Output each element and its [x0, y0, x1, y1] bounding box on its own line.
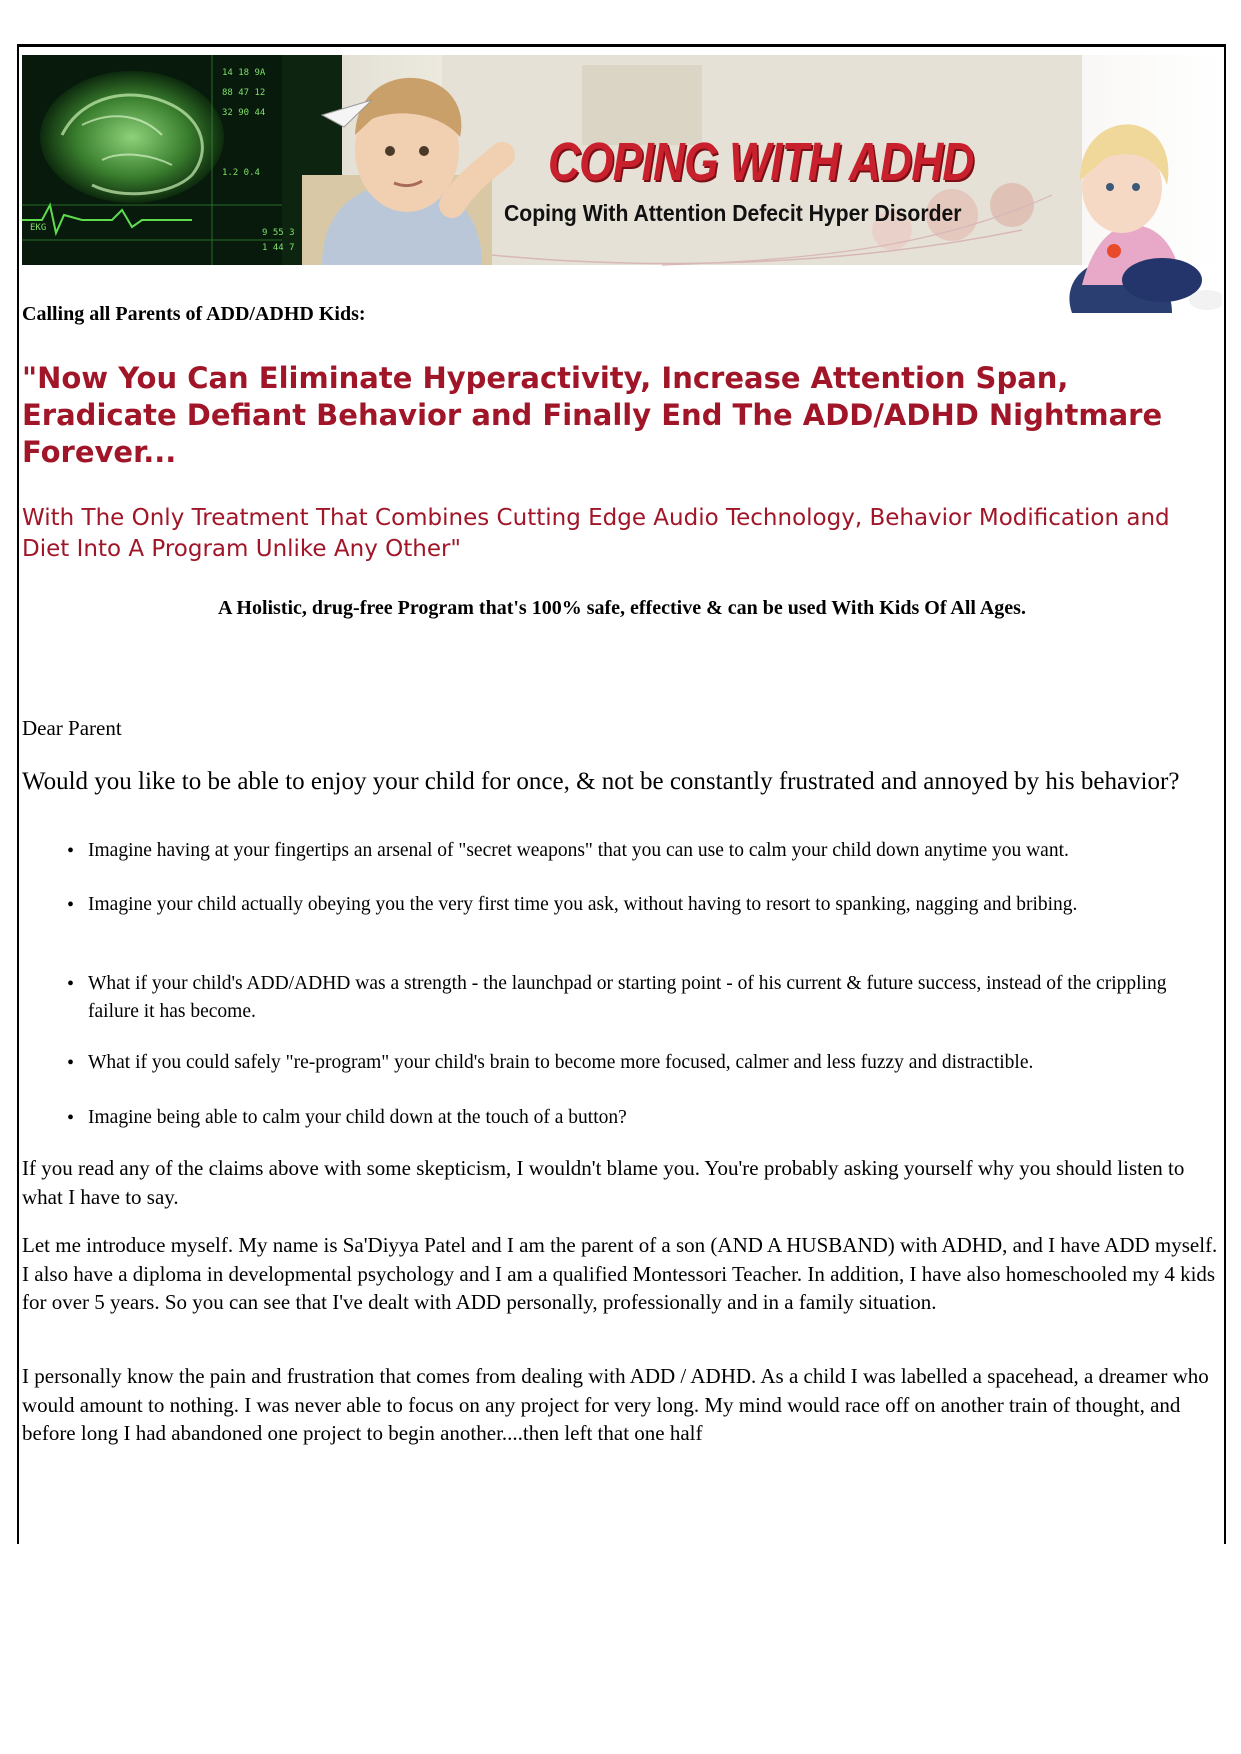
letter-question: Would you like to be able to enjoy your child for once, & not be constantly frustrated and annoyed by his behavior? — [22, 768, 1180, 795]
main-headline: "Now You Can Eliminate Hyperactivity, Increase Attention Span, Eradicate Defiant Behavior and Finally End The ADD/ADHD Nightmare Forever... — [22, 361, 1163, 469]
svg-text:32 90 44: 32 90 44 — [222, 108, 266, 118]
list-item — [67, 837, 1222, 865]
list-item-text: Imagine being able to calm your child down at the touch of a button? — [88, 1107, 627, 1128]
brain-scan-image — [22, 55, 342, 265]
paragraph: Let me introduce myself. My name is Sa'Diyya Patel and I am the parent of a son (AND A HUSBAND) with ADHD, and I have ADD myself. I also have a diploma in developmental psychology and I am a qualified Montessori Teacher. In addition, I have also homeschooled my 4 kids for over 5 years. So you can see that I've dealt with ADD personally, professionally and in a family situation. — [22, 1233, 1218, 1314]
svg-text:9 55 3: 9 55 3 — [262, 228, 295, 238]
bullet-icon: • — [67, 973, 75, 995]
tagline: A Holistic, drug-free Program that's 100% safe, effective & can be used With Kids Of All Ages. — [218, 597, 1026, 619]
bullet-icon: • — [67, 1052, 75, 1074]
sub-headline: With The Only Treatment That Combines Cutting Edge Audio Technology, Behavior Modification and Diet Into A Program Unlike Any Other" — [22, 505, 1170, 562]
list-item-text: What if your child's ADD/ADHD was a strength - the launchpad or starting point - of his current & future success, instead of the crippling failure it has become. — [88, 973, 1167, 1022]
list-item — [67, 1104, 1222, 1132]
list-item-text: What if you could safely "re-program" your child's brain to become more focused, calmer and less fuzzy and distractible. — [88, 1052, 1034, 1073]
bullet-icon: • — [67, 1107, 75, 1129]
svg-text:EKG: EKG — [30, 223, 47, 233]
paragraph: I personally know the pain and frustration that comes from dealing with ADD / ADHD. As a child I was labelled a spacehead, a dreamer who would amount to nothing. I was never able to focus on any project for very long. My mind would race off on another train of thought, and before long I had abandoned one project to begin another....then left that one half — [22, 1364, 1209, 1445]
list-item — [67, 891, 1222, 919]
header-banner — [22, 55, 1222, 313]
calling-line: Calling all Parents of ADD/ADHD Kids: — [22, 303, 366, 325]
page-frame — [17, 44, 1226, 1544]
banner-title: COPING WITH ADHD — [548, 132, 974, 192]
list-item-text: Imagine your child actually obeying you the very first time you ask, without having to resort to spanking, nagging and bribing. — [88, 894, 1078, 915]
svg-text:14 18 9A: 14 18 9A — [222, 68, 266, 78]
list-item — [67, 1049, 1222, 1077]
svg-text:1 44 7: 1 44 7 — [262, 243, 295, 253]
paragraph: If you read any of the claims above with some skepticism, I wouldn't blame you. You're probably asking yourself why you should listen to what I have to say. — [22, 1156, 1185, 1209]
bullet-icon: • — [67, 894, 75, 916]
banner-subtitle: Coping With Attention Defecit Hyper Disorder — [504, 200, 962, 226]
letter-greeting: Dear Parent — [22, 716, 122, 740]
svg-text:88 47 12: 88 47 12 — [222, 88, 266, 98]
list-item — [67, 970, 1222, 1026]
svg-text:1.2 0.4: 1.2 0.4 — [222, 168, 260, 178]
list-item-text: Imagine having at your fingertips an arsenal of "secret weapons" that you can use to calm your child down anytime you want. — [88, 840, 1069, 861]
bullet-icon: • — [67, 840, 75, 862]
